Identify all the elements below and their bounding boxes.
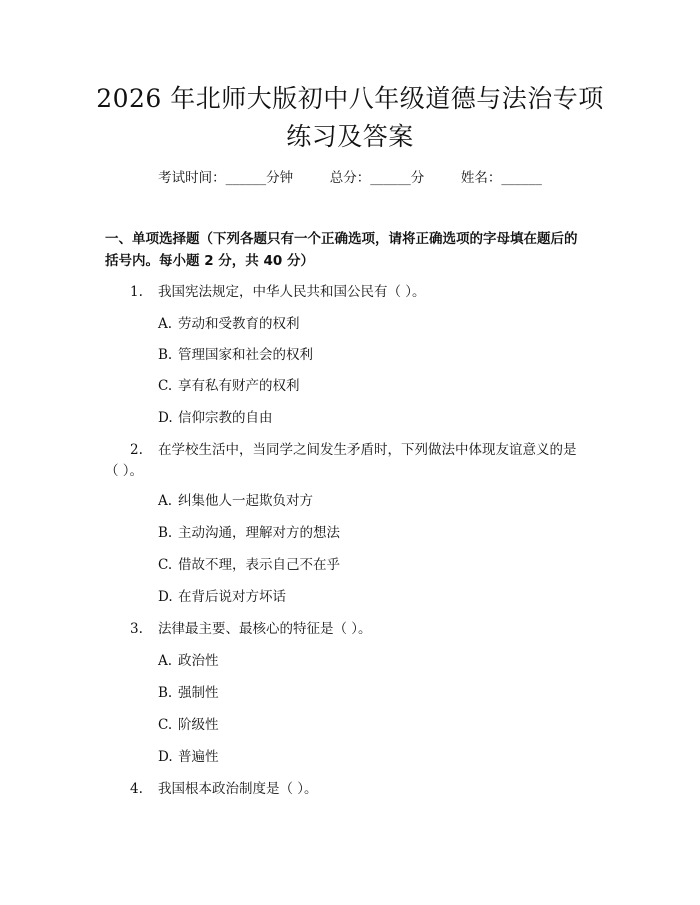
option-text: 享有私有财产的权利 — [178, 378, 300, 394]
option-text: 主动沟通，理解对方的想法 — [178, 525, 340, 541]
option-item — [158, 314, 300, 334]
question-number: 2. — [130, 442, 143, 458]
option-item — [158, 651, 219, 671]
option-letter: D. — [158, 410, 173, 426]
time-label: 考试时间： — [158, 170, 226, 186]
option-letter: C. — [158, 378, 173, 394]
option-item — [158, 683, 219, 703]
option-text: 强制性 — [178, 685, 219, 701]
option-text: 普遍性 — [178, 749, 219, 765]
question-text: 我国根本政治制度是（ ）。 — [158, 781, 318, 797]
question-number: 3. — [130, 621, 143, 637]
score-blank: ______ — [370, 170, 411, 186]
question-number: 4. — [130, 781, 143, 797]
option-letter: C. — [158, 717, 173, 733]
option-text: 管理国家和社会的权利 — [178, 347, 313, 363]
option-item — [158, 345, 313, 365]
question-number: 1. — [130, 284, 143, 300]
score-label: 总分： — [329, 170, 371, 186]
option-item — [158, 587, 286, 607]
option-letter: A. — [158, 493, 173, 509]
option-item — [158, 491, 313, 511]
option-text: 劳动和受教育的权利 — [178, 316, 300, 332]
option-item — [158, 376, 300, 396]
option-text: 政治性 — [178, 653, 219, 669]
option-text: 纠集他人一起欺负对方 — [178, 493, 313, 509]
name-label: 姓名： — [460, 170, 502, 186]
option-text: 阶级性 — [178, 717, 219, 733]
option-letter: B. — [158, 525, 173, 541]
section-heading-line2: 括号内。每小题 2 分，共 40 分） — [105, 253, 314, 269]
score-unit: 分 — [410, 170, 425, 186]
option-text: 信仰宗教的自由 — [178, 410, 273, 426]
exam-meta — [0, 168, 700, 188]
option-item — [158, 715, 219, 735]
question-text-continued: （ ）。 — [105, 463, 144, 479]
option-letter: A. — [158, 316, 173, 332]
option-letter: D. — [158, 589, 173, 605]
question-text: 我国宪法规定，中华人民共和国公民有（ ）。 — [158, 284, 426, 300]
option-text: 借故不理，表示自己不在乎 — [178, 557, 340, 573]
question-text: 在学校生活中，当同学之间发生矛盾时，下列做法中体现友谊意义的是 — [158, 442, 577, 458]
option-item — [158, 523, 340, 543]
option-text: 在背后说对方坏话 — [178, 589, 286, 605]
option-letter: B. — [158, 347, 173, 363]
option-item — [158, 555, 340, 575]
option-letter: C. — [158, 557, 173, 573]
document-title-line2: 练习及答案 — [286, 122, 414, 151]
question-text: 法律最主要、最核心的特征是（ ）。 — [158, 621, 372, 637]
time-unit: 分钟 — [266, 170, 294, 186]
option-item — [158, 408, 273, 428]
option-letter: B. — [158, 685, 173, 701]
option-letter: A. — [158, 653, 173, 669]
section-heading-line1: 一、单项选择题（下列各题只有一个正确选项，请将正确选项的字母填在题后的 — [105, 231, 578, 247]
time-blank: ______ — [225, 170, 267, 186]
document-title-line1: 2026 年北师大版初中八年级道德与法治专项 — [96, 84, 604, 113]
name-blank: ______ — [501, 170, 542, 186]
option-letter: D. — [158, 749, 173, 765]
option-item — [158, 747, 219, 767]
